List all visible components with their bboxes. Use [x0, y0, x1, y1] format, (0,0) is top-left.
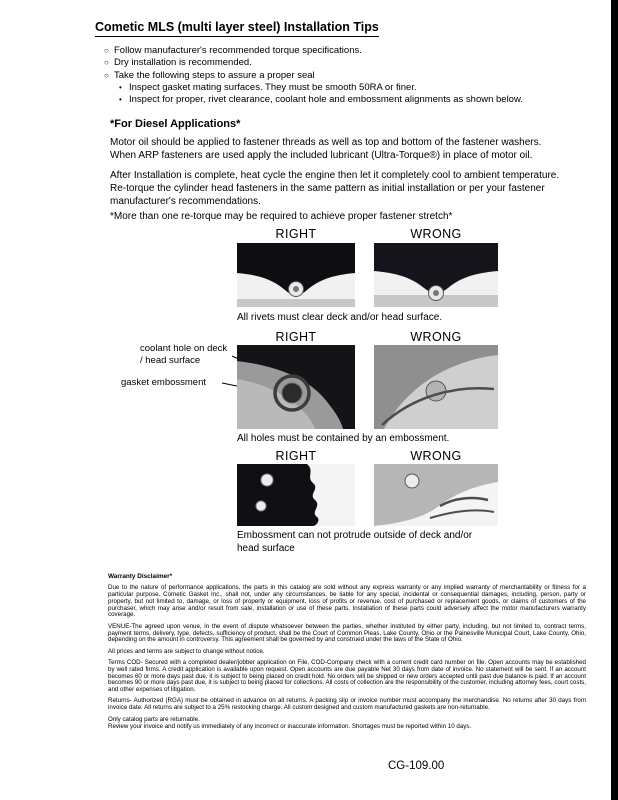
list-item	[119, 82, 589, 94]
legal-paragraph: Due to the nature of performance applications, the parts in this catalog are sold without any express warranty or any implied warranty of merchantability or fitness for a particular purpose. Cometic Gasket Inc., shall not, under any circumstances, be liable for any special, incidental or consequential damages, including, person, party or property, but not limited to, damage, or loss of property or equipment, loss of profits or revenue, cost of purchased or replacement goods, or claims of customers of the purchaser, which may arise and/or result from sale, installation or use of these parts. Installation of these parts could adversely affect the motor manufacturers warranty coverage.	[108, 584, 586, 619]
rivet-wrong-illustration	[374, 243, 498, 307]
wrong-column-label: WRONG	[410, 227, 462, 241]
tip-text: Inspect gasket mating surfaces. They must be smooth 50RA or finer.	[129, 81, 417, 93]
legal-paragraph: All prices and terms are subject to change without notice.	[108, 647, 265, 655]
page-right-border	[611, 0, 618, 800]
diesel-paragraph-2: After Installation is complete, heat cycle the engine then let it completely cool to ambient temperature. Re-torque the cylinder head fasteners in the same pattern as initial installation or per your fastener manufacturer's recommendations.	[110, 170, 560, 207]
embossment-containment-right-diagram	[237, 345, 355, 429]
protrusion-wrong-diagram	[374, 464, 498, 526]
rivet-caption: All rivets must clear deck and/or head surface.	[237, 312, 443, 323]
warranty-disclaimer-section	[108, 574, 586, 735]
embossment-caption: All holes must be contained by an embossment.	[237, 433, 450, 444]
legal-paragraph: VENUE-The agreed upon venue, in the event of dispute whatsoever between the parties, whether instituted by either party, including, but not limited to, contract terms, payment terms, delivery, type, defects, sufficiency of product, shall be the Court of Common Pleas, Lake County, Ohio or the Painesville Municipal Court, Lake County, Ohio, depending on the amount in controversy. This agreement shall be governed by and construed under the laws of the State of Ohio.	[108, 622, 586, 644]
open-bullet-icon: ○	[104, 46, 109, 55]
legal-paragraph: Returns- Authorized (RGA) must be obtained in advance on all returns. A packing slip or invoice number must accompany the merchandise. No returns after 30 days from invoice date. All returns are subject to a 25% restocking charge. All custom designed and custom manufactured gaskets are non-returnable.	[108, 697, 586, 712]
embossment-containment-wrong-diagram	[374, 345, 498, 429]
tips-list	[104, 45, 589, 106]
protrusion-wrong-illustration	[374, 464, 498, 526]
right-column-label: RIGHT	[275, 227, 317, 241]
open-bullet-icon: ○	[104, 70, 109, 80]
wrong-column-label: WRONG	[410, 330, 462, 344]
protrusion-right-diagram	[237, 464, 355, 526]
right-column-label: RIGHT	[275, 449, 317, 463]
legal-paragraph: Review your invoice and notify us immediately of any incorrect or inaccurate information. Shortages must be reported within 10 days.	[108, 722, 472, 730]
protrusion-caption: Embossment can not protrude outside of deck and/or head surface	[237, 530, 473, 554]
coolant-hole-annotation: coolant hole on deck / head surface	[140, 343, 228, 366]
rivet-right-illustration	[237, 243, 355, 307]
tip-text: Follow manufacturer's recommended torque specifications.	[114, 45, 362, 56]
gasket-embossment-annotation: gasket embossment	[121, 377, 207, 388]
wrong-column-label: WRONG	[410, 449, 462, 463]
page-title: Cometic MLS (multi layer steel) Installation Tips	[95, 20, 379, 37]
list-item	[104, 70, 589, 82]
legal-paragraph: Only catalog parts are returnable.	[108, 715, 200, 723]
rivet-clearance-right-diagram	[237, 243, 355, 307]
diesel-applications-heading: *For Diesel Applications*	[110, 118, 241, 130]
tip-text: Take the following steps to assure a proper seal	[114, 69, 315, 81]
list-item	[119, 94, 589, 106]
embossment-wrong-illustration	[374, 345, 498, 429]
tip-text: Dry installation is recommended.	[114, 57, 252, 69]
list-item	[104, 57, 589, 69]
dot-bullet-icon: •	[119, 95, 122, 105]
tip-text: Inspect for proper, rivet clearance, coolant hole and embossment alignments as shown below.	[129, 94, 523, 106]
list-item	[104, 45, 589, 57]
warranty-disclaimer-heading: Warranty Disclaimer*	[108, 573, 173, 580]
retorque-note: *More than one re-torque may be required to achieve proper fastener stretch*	[110, 211, 453, 222]
protrusion-right-illustration	[237, 464, 355, 526]
embossment-right-illustration	[237, 345, 355, 429]
right-column-label: RIGHT	[275, 330, 317, 344]
rivet-clearance-wrong-diagram	[374, 243, 498, 307]
page-code: CG-109.00	[388, 760, 445, 772]
legal-paragraph: Terms COD- Secured with a completed dealer/jobber application on File, COD-Company check with a current credit card number on file. Open accounts may be established by well rated firms. A credit application is available upon request. Open accounts are due payable Net 30 days from date of invoice. No statement will be sent. If an account becomes 60 or more days past due, it is subject to being placed on credit hold. No orders will be shipped or new orders accepted until past due balance is paid. If an account becomes 90 or more days past due, it is subject to being placed for collections. All costs of collection are the responsibility of the customer, including attorney fees, court costs, and other expenses of litigation.	[108, 658, 586, 694]
diesel-paragraph-1: Motor oil should be applied to fastener threads as well as top and bottom of the fastener washers. When ARP fasteners are used apply the included lubricant (Ultra-Torque®) in place of motor oil.	[110, 137, 542, 161]
dot-bullet-icon: •	[119, 82, 122, 92]
open-bullet-icon: ○	[104, 58, 109, 68]
